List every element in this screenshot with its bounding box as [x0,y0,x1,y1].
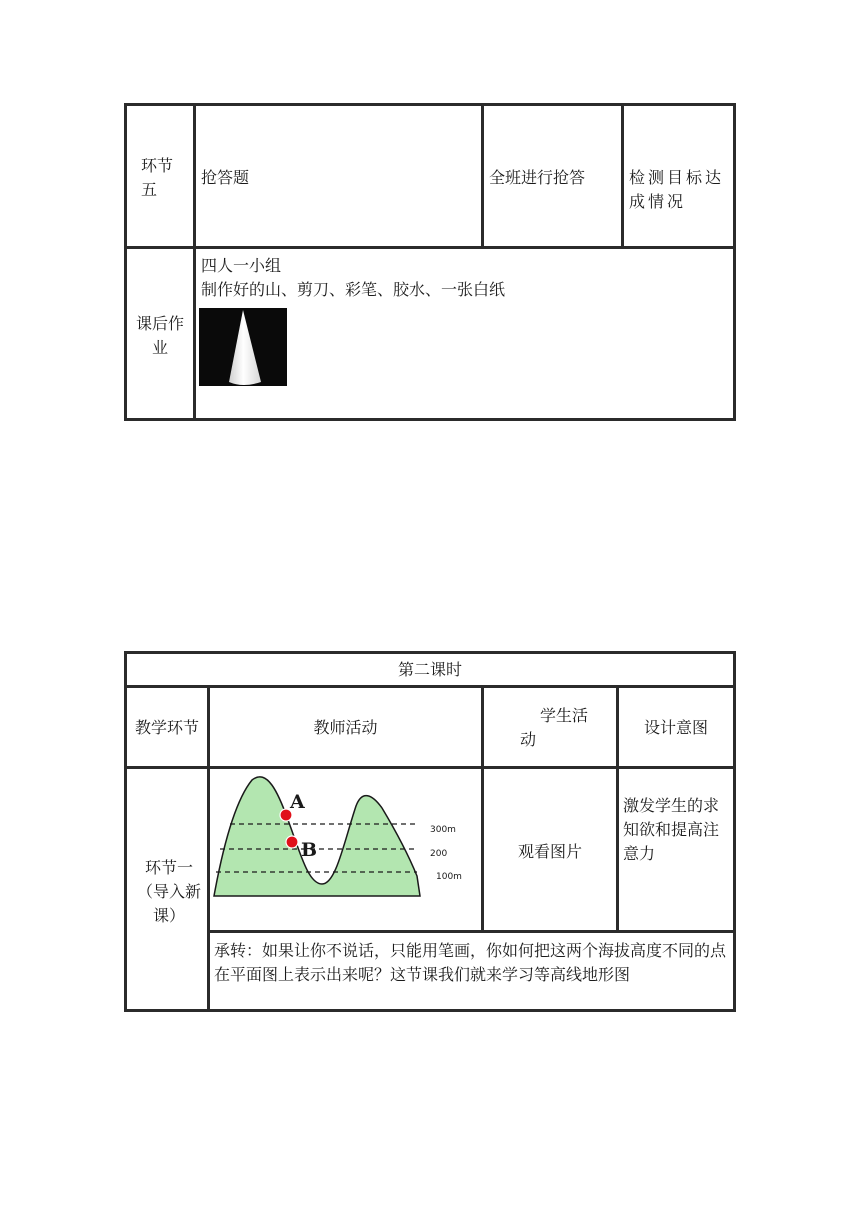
design-intent: 检测目标达成情况 [629,168,725,211]
table-2-border-left [124,651,127,1012]
header-design: 设计意图 [643,718,708,737]
cone-shape [199,308,287,386]
table-1-border-top [124,103,736,106]
header-teacher: 教师活动 [313,718,378,737]
table-2-border-top [124,651,736,654]
cone-image [199,308,287,386]
homework-line-2: 制作好的山、剪刀、彩笔、胶水、一张白纸 [201,280,506,299]
table-title: 第二课时 [397,660,462,679]
transition-text: 承转：如果让你不说话，只能用笔画，你如何把这两个海拔高度不同的点在平面图上表示出来呢？这节课我们就来学习等高线地形图 [214,941,727,984]
stage-label: 环节五 [141,156,174,199]
table-1-border-mid [124,246,736,249]
table-2-border-header [124,766,736,769]
mountain-shape [214,777,420,896]
teacher-activity: 抢答题 [201,168,250,187]
design-intent-intro: 激发学生的求知欲和提高注意力 [623,796,720,863]
table-2-border-right [733,651,736,1012]
table-1-border-bottom [124,418,736,421]
student-activity: 全班进行抢答 [489,168,586,187]
table-1-border-col1 [193,103,196,421]
elevation-300-label: 300m [430,825,456,835]
elevation-200-label: 200 [430,849,448,859]
point-a-label: A [290,791,305,813]
point-b-marker [286,836,298,848]
header-student: 学生活动 [520,706,589,749]
table-1-border-col3 [621,103,624,249]
table-1-border-left [124,103,127,421]
table-2-border-col2 [481,685,484,933]
homework-label: 课后作业 [135,314,184,357]
table-2-border-row [207,930,736,933]
table-1-border-col2 [481,103,484,249]
table-2-border-bottom [124,1009,736,1012]
table-2-border-title [124,685,736,688]
elevation-100-label: 100m [436,872,462,882]
header-stage: 教学环节 [134,718,199,737]
student-activity-intro: 观看图片 [517,842,582,861]
contour-diagram [212,772,478,928]
homework-line-1: 四人一小组 [201,256,282,275]
point-b-label: B [301,839,318,861]
stage-label-intro: 环节一（导入新课） [136,858,201,925]
table-1-border-right [733,103,736,421]
